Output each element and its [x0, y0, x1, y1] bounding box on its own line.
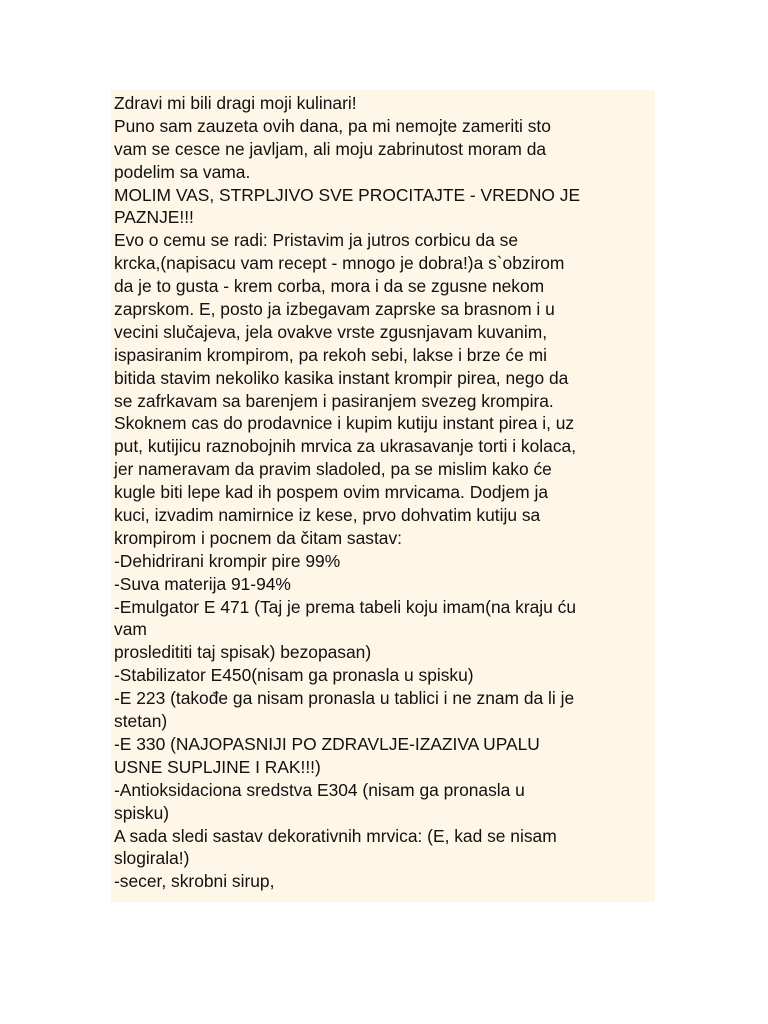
- text-line: -E 330 (NAJOPASNIJI PO ZDRAVLJE-IZAZIVA UPALU: [114, 733, 540, 754]
- text-line: -Suva materija 91-94%: [114, 573, 291, 594]
- text-line: -Antioksidaciona sredstva E304 (nisam ga pronasla u: [114, 779, 525, 800]
- text-line: put, kutijicu raznobojnih mrvica za ukrasavanje torti i kolaca,: [114, 436, 577, 457]
- text-line: jer nameravam da pravim sladoled, pa se mislim kako će: [114, 459, 552, 480]
- text-line: MOLIM VAS, STRPLJIVO SVE PROCITAJTE - VREDNO JE: [114, 184, 581, 205]
- text-line: vam: [114, 619, 147, 640]
- text-line: podelim sa vama.: [114, 161, 251, 182]
- text-line: -Dehidrirani krompir pire 99%: [114, 550, 341, 571]
- text-line: zaprskom. E, posto ja izbegavam zaprske sa brasnom i u: [114, 299, 555, 320]
- text-line: Puno sam zauzeta ovih dana, pa mi nemojte zameriti sto: [114, 115, 551, 136]
- text-line: vam se cesce ne javljam, ali moju zabrinutost moram da: [114, 138, 547, 159]
- text-line: ispasiranim krompirom, pa rekoh sebi, lakse i brze će mi: [114, 344, 547, 365]
- text-line: Evo o cemu se radi: Pristavim ja jutros corbicu da se: [114, 230, 519, 251]
- text-line: USNE SUPLJINE I RAK!!!): [114, 756, 321, 777]
- document-text-block: [111, 90, 655, 902]
- text-line: bitida stavim nekoliko kasika instant krompir pirea, nego da: [114, 367, 569, 388]
- text-line: -Stabilizator E450(nisam ga pronasla u spisku): [114, 665, 474, 686]
- text-line: spisku): [114, 802, 170, 823]
- text-line: -E 223 (takođe ga nisam pronasla u tablici i ne znam da li je: [114, 688, 575, 709]
- text-line: krcka,(napisacu vam recept - mnogo je dobra!)a s`obzirom: [114, 253, 565, 274]
- text-line: da je to gusta - krem corba, mora i da se zgusne nekom: [114, 276, 545, 297]
- text-line: prosledititi taj spisak) bezopasan): [114, 642, 372, 663]
- text-line: -secer, skrobni sirup,: [114, 871, 275, 892]
- text-line: Zdravi mi bili dragi moji kulinari!: [114, 93, 357, 113]
- text-line: Skoknem cas do prodavnice i kupim kutiju instant pirea i, uz: [114, 413, 575, 434]
- text-line: A sada sledi sastav dekorativnih mrvica: (E, kad se nisam: [114, 825, 557, 846]
- text-line: slogirala!): [114, 848, 190, 869]
- text-line: kuci, izvadim namirnice iz kese, prvo dohvatim kutiju sa: [114, 505, 541, 526]
- text-line: kugle biti lepe kad ih pospem ovim mrvicama. Dodjem ja: [114, 482, 548, 503]
- text-line: krompirom i pocnem da čitam sastav:: [114, 527, 403, 548]
- text-line: PAZNJE!!!: [114, 207, 194, 228]
- text-line: vecini slučajeva, jela ovakve vrste zgusnjavam kuvanim,: [114, 321, 548, 342]
- text-line: se zafrkavam sa barenjem i pasiranjem svezeg krompira.: [114, 390, 554, 411]
- text-line: -Emulgator E 471 (Taj je prema tabeli koju imam(na kraju ću: [114, 596, 577, 617]
- text-line: stetan): [114, 711, 168, 732]
